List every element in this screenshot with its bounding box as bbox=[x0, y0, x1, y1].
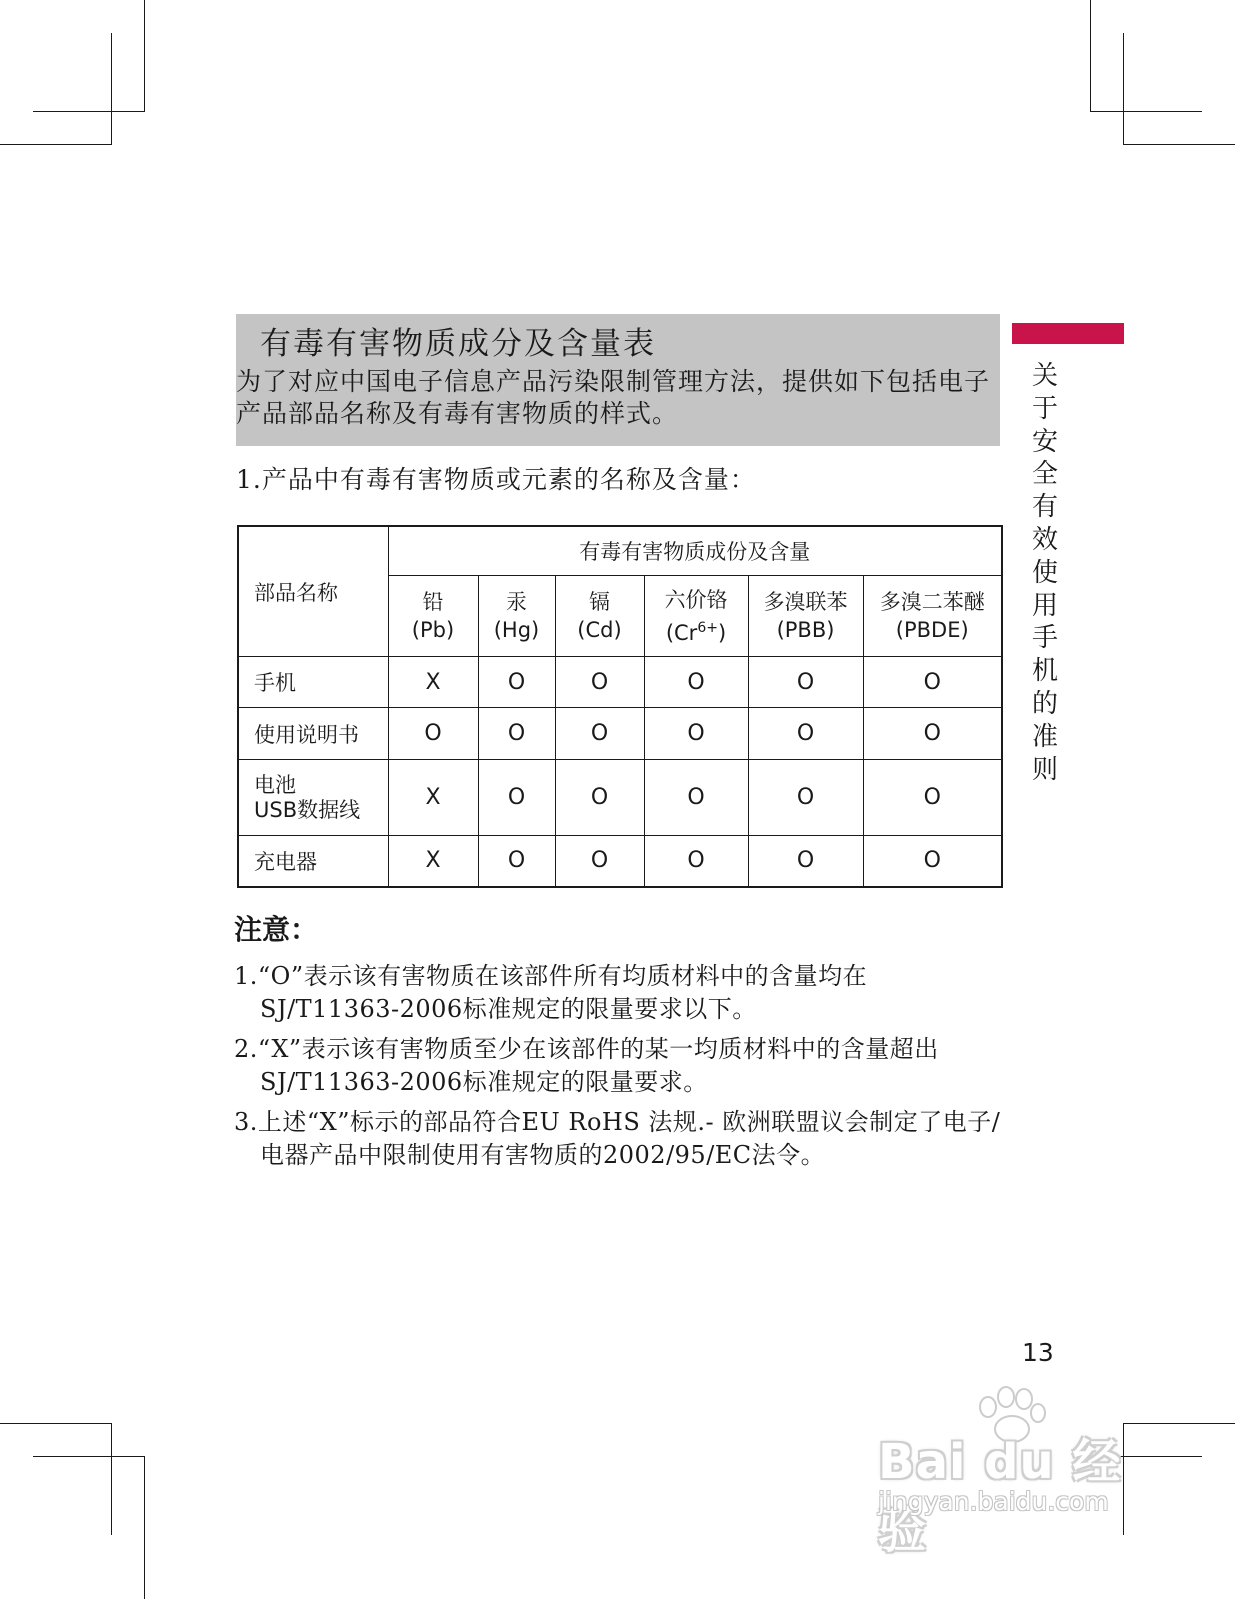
intro-paragraph: 为了对应中国电子信息产品污染限制管理方法，提供如下包括电子产品部品名称及有毒有害物质的样式。 bbox=[236, 367, 991, 428]
mark-cell: O bbox=[748, 836, 863, 887]
mark-cell: O bbox=[863, 657, 1002, 708]
table-row bbox=[238, 836, 1002, 887]
notes-title: 注意： bbox=[234, 913, 319, 946]
mark-cell: O bbox=[748, 708, 863, 760]
mark-cell: O bbox=[644, 657, 748, 708]
crop-mark bbox=[1123, 33, 1124, 145]
part-name: 电池 USB数据线 bbox=[238, 760, 388, 836]
crop-mark bbox=[33, 1456, 145, 1457]
part-name-header: 部品名称 bbox=[238, 526, 388, 657]
table-row bbox=[238, 657, 1002, 708]
watermark-url: jingyan.baidu.com bbox=[878, 1487, 1109, 1516]
mark-cell: O bbox=[748, 657, 863, 708]
chapter-tab-marker bbox=[1012, 323, 1124, 344]
mark-cell: O bbox=[748, 760, 863, 836]
part-name: 充电器 bbox=[238, 836, 388, 887]
mark-cell: O bbox=[644, 836, 748, 887]
page-number: 13 bbox=[1022, 1338, 1054, 1367]
crop-mark bbox=[144, 0, 145, 112]
mark-cell: O bbox=[555, 657, 644, 708]
table-row bbox=[238, 708, 1002, 760]
page-title: 有毒有害物质成分及含量表 bbox=[260, 326, 656, 362]
mark-cell: O bbox=[478, 657, 555, 708]
substance-group-header: 有毒有害物质成份及含量 bbox=[388, 526, 1002, 576]
mark-cell: O bbox=[478, 836, 555, 887]
substance-table bbox=[237, 525, 1003, 888]
notes-list bbox=[234, 960, 1004, 1179]
mark-cell: O bbox=[644, 760, 748, 836]
mark-cell: O bbox=[555, 708, 644, 760]
note-item: 3.上述“X”标示的部品符合EU RoHS 法规.- 欧洲联盟议会制定了电子/电器产品中限制使用有害物质的2002/95/EC法令。 bbox=[234, 1108, 1001, 1169]
mark-cell: X bbox=[388, 657, 478, 708]
crop-mark bbox=[1123, 144, 1235, 145]
mark-cell: O bbox=[478, 708, 555, 760]
mark-cell: O bbox=[644, 708, 748, 760]
part-name: 手机 bbox=[238, 657, 388, 708]
table-header-row bbox=[238, 526, 1002, 576]
mark-cell: O bbox=[555, 836, 644, 887]
crop-mark bbox=[33, 111, 145, 112]
note-item: 1.“O”表示该有害物质在该部件所有均质材料中的含量均在SJ/T11363-2006标准规定的限量要求以下。 bbox=[234, 962, 868, 1023]
element-header: 多溴联苯 (PBB) bbox=[748, 576, 863, 657]
element-header: 汞 (Hg) bbox=[478, 576, 555, 657]
mark-cell: O bbox=[863, 836, 1002, 887]
crop-mark bbox=[144, 1456, 145, 1599]
crop-mark bbox=[1090, 0, 1091, 112]
mark-cell: O bbox=[555, 760, 644, 836]
crop-mark bbox=[0, 1423, 112, 1424]
crop-mark bbox=[1090, 111, 1202, 112]
crop-mark bbox=[0, 144, 112, 145]
element-header: 镉 (Cd) bbox=[555, 576, 644, 657]
mark-cell: O bbox=[863, 760, 1002, 836]
element-header: 铅 (Pb) bbox=[388, 576, 478, 657]
part-name: 使用说明书 bbox=[238, 708, 388, 760]
mark-cell: X bbox=[388, 760, 478, 836]
chapter-vertical-title: 关 于 安 全 有 效 使 用 手 机 的 准 则 bbox=[1031, 361, 1058, 785]
mark-cell: O bbox=[388, 708, 478, 760]
element-header: 多溴二苯醚 (PBDE) bbox=[863, 576, 1002, 657]
mark-cell: X bbox=[388, 836, 478, 887]
baidu-watermark bbox=[876, 1385, 1166, 1559]
watermark-logo-text: Bai du 经验 bbox=[878, 1434, 1122, 1559]
mark-cell: O bbox=[863, 708, 1002, 760]
table-row bbox=[238, 760, 1002, 836]
mark-cell: O bbox=[478, 760, 555, 836]
crop-mark bbox=[111, 1423, 112, 1535]
element-header: 六价铬 $(Cr^{6+})$ bbox=[644, 576, 748, 657]
crop-mark bbox=[111, 33, 112, 145]
header-box bbox=[236, 314, 1000, 446]
note-item: 2.“X”表示该有害物质至少在该部件的某一均质材料中的含量超出SJ/T11363-2006标准规定的限量要求。 bbox=[234, 1035, 939, 1096]
section-heading: 1.产品中有毒有害物质或元素的名称及含量： bbox=[236, 465, 756, 494]
